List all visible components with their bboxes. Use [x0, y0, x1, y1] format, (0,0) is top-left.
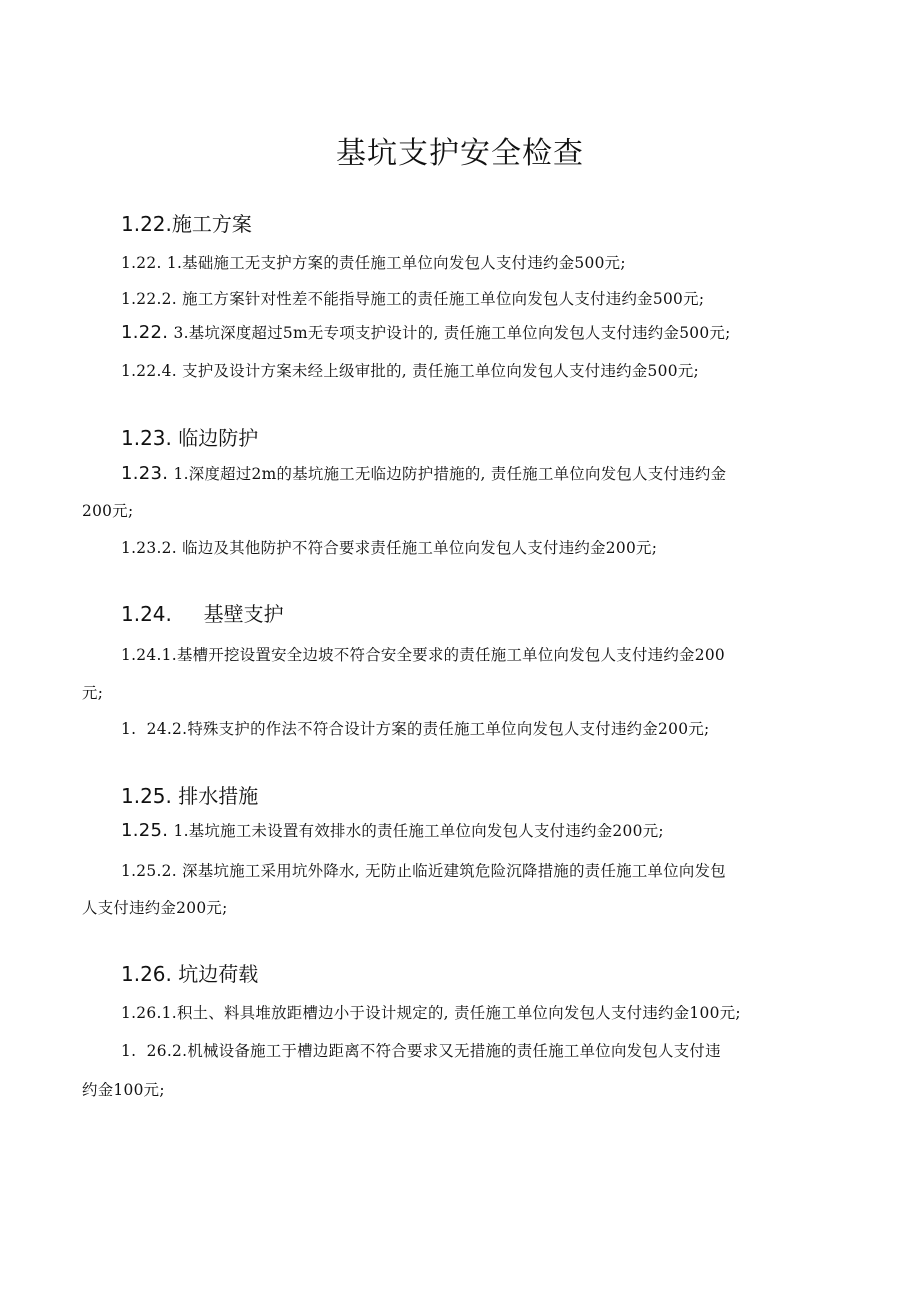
section-heading: 1.22.施工方案 — [121, 212, 252, 236]
section-heading: 1.26. 坑边荷载 — [121, 962, 259, 986]
clause-text: 1.24.1.基槽开挖设置安全边坡不符合安全要求的责任施工单位向发包人支付违约金200 — [121, 646, 726, 664]
clause-continuation: 元; — [82, 684, 104, 702]
clause-number: 1.23. — [121, 463, 169, 484]
clause-text: 1. 24.2.特殊支护的作法不符合设计方案的责任施工单位向发包人支付违约金200元; — [121, 720, 710, 738]
clause-line — [121, 462, 726, 484]
clause-continuation: 人支付违约金200元; — [82, 899, 228, 917]
clause-line — [121, 819, 664, 841]
clause-number: 1.22. — [121, 322, 169, 343]
section-heading: 1.23. 临边防护 — [121, 426, 259, 450]
clause-continuation: 约金100元; — [82, 1081, 165, 1099]
clause-text: 1.26.1.积土、料具堆放距槽边小于设计规定的, 责任施工单位向发包人支付违约金100元; — [121, 1004, 741, 1022]
clause-text: 1.25.2. 深基坑施工采用坑外降水, 无防止临近建筑危险沉降措施的责任施工单位向发包 — [121, 862, 727, 880]
clause-text: 1.23.2. 临边及其他防护不符合要求责任施工单位向发包人支付违约金200元; — [121, 539, 658, 557]
clause-continuation: 200元; — [82, 502, 134, 520]
section-heading: 1.24. 基壁支护 — [121, 602, 284, 626]
clause-text: 1.22.2. 施工方案针对性差不能指导施工的责任施工单位向发包人支付违约金500元; — [121, 290, 705, 308]
clause-text: 1. 26.2.机械设备施工于槽边距离不符合要求又无措施的责任施工单位向发包人支付违 — [121, 1042, 721, 1060]
page-title: 基坑支护安全检查 — [336, 136, 584, 171]
clause-text: 1.22.4. 支护及设计方案未经上级审批的, 责任施工单位向发包人支付违约金500元; — [121, 362, 700, 380]
clause-text: 1.深度超过2m的基坑施工无临边防护措施的, 责任施工单位向发包人支付违约金 — [168, 465, 727, 483]
section-heading: 1.25. 排水措施 — [121, 784, 259, 808]
clause-text: 1.基坑施工未设置有效排水的责任施工单位向发包人支付违约金200元; — [168, 822, 664, 840]
clause-line — [121, 321, 731, 343]
clause-text: 3.基坑深度超过5m无专项支护设计的, 责任施工单位向发包人支付违约金500元; — [168, 324, 731, 342]
clause-number: 1.25. — [121, 820, 169, 841]
clause-text: 1.22. 1.基础施工无支护方案的责任施工单位向发包人支付违约金500元; — [121, 254, 626, 272]
